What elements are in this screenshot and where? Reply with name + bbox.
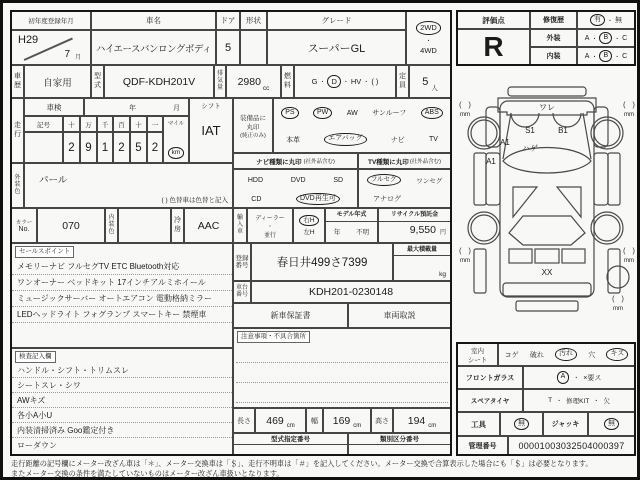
seat-label: 室内 シート <box>457 343 498 366</box>
capacity-label: 定員 <box>396 65 409 98</box>
navi-row-2 <box>234 190 357 208</box>
spare-t: T <box>548 397 553 404</box>
model-year-cell <box>325 208 378 243</box>
first-reg-value <box>11 30 91 65</box>
exterior-grade-label: 外装 <box>530 29 577 47</box>
odo-col-10: 十 <box>130 116 147 132</box>
jack-none-circled: 無 <box>604 418 619 431</box>
equipment-items <box>273 98 451 153</box>
ext-color-value: パール <box>39 175 68 186</box>
notes-line <box>236 362 448 363</box>
warranty-cell: 新車保証書 <box>233 303 348 328</box>
notes-line <box>236 382 448 383</box>
windshield-x: ×要ス <box>583 374 602 382</box>
damage-xx: XX <box>541 268 553 277</box>
inspection-line: ハンドル・シフト・トリムスレ <box>12 363 232 378</box>
repair-history-value: 有 ・ 無 <box>577 11 635 29</box>
grade-header: グレード <box>267 11 406 30</box>
equip-leather: 本革 <box>286 136 301 144</box>
tv-oneseg: ワンセグ <box>416 177 443 185</box>
displacement-label: 排気量 <box>214 65 226 98</box>
fuel-diesel-circled: D <box>327 75 340 88</box>
drive-4wd: 4WD <box>420 45 437 55</box>
door-header: ドア <box>216 11 240 30</box>
spare-repair-kit: 修理KIT <box>566 398 590 405</box>
int-color-value <box>118 208 171 243</box>
navi-type-items <box>233 169 358 208</box>
interior-grade-label: 内装 <box>530 47 577 65</box>
equipment-row-1 <box>274 99 450 127</box>
class-number-cell <box>348 433 451 455</box>
equipment-row-2 <box>274 127 450 152</box>
damage-codes <box>486 103 568 277</box>
max-load-header: 最大積載量 <box>394 244 450 256</box>
repair-history-label: 修復歴 <box>530 11 577 29</box>
shift-cell <box>189 98 233 163</box>
odo-col-10k: 万 <box>80 116 97 132</box>
svg-text:( ): ( ) <box>459 248 471 255</box>
chassis-label: 車台番号 <box>233 281 251 303</box>
recycle-unit: 円 <box>439 230 446 236</box>
equip-sunroof: サンルーフ <box>372 110 407 117</box>
length-label: 長さ <box>233 408 255 433</box>
reg-month: 7 <box>64 49 70 60</box>
inspection-line: シートスレ・シワ <box>12 378 232 393</box>
inspection-line: ローダウン <box>17 441 57 450</box>
svg-text:mm: mm <box>460 258 470 264</box>
tv-type-header: TV種類に丸印 (社外品含む) <box>358 153 451 169</box>
mile-km-cell <box>163 116 189 163</box>
seat-kizu-circled: キズ <box>606 348 628 361</box>
inspection-line: 内装清掃済み Goo鑑定付き <box>12 423 232 438</box>
grade-value: スーパーGL <box>267 30 406 65</box>
reg-no-label: 登録番号 <box>233 243 251 281</box>
type-number-cell <box>233 433 348 455</box>
svg-text:( ): ( ) <box>623 102 635 109</box>
repair-no: 無 <box>615 17 622 24</box>
spare-missing: 欠 <box>603 398 610 405</box>
model-year-header: モデル年式 <box>326 209 377 222</box>
length-value: 469 cm <box>255 408 306 433</box>
exterior-b-circled: B <box>599 32 612 45</box>
displacement-value: 2980 cc <box>226 65 281 98</box>
navi-hdd: HDD <box>247 176 264 184</box>
model-year-unknown: 不明 <box>356 229 370 236</box>
odo-digit-4: 2 <box>113 132 130 163</box>
evaluation-header: 評価点 <box>457 11 530 29</box>
odo-digit-2: 9 <box>80 132 97 163</box>
left-handle: 左H <box>303 229 315 237</box>
damage-diagram <box>453 83 640 341</box>
drive-2wd-circled: 2WD <box>416 21 441 34</box>
spare-tire-value: T ・ 修理KIT ・ 欠 <box>523 389 635 412</box>
type-number-header: 型式指定番号 <box>234 434 347 445</box>
drive-separator: ・ <box>425 38 432 45</box>
height-value: 194 cm <box>393 408 451 433</box>
odo-digit-3: 1 <box>97 132 113 163</box>
fuel-gasoline: G <box>311 77 318 86</box>
equip-pw-circled: PW <box>313 107 332 120</box>
right-handle-circled: 右H <box>299 215 318 227</box>
displacement-unit: cc <box>262 85 270 92</box>
recycle-value-row <box>379 222 450 236</box>
reg-year: H29 <box>18 34 39 46</box>
navi-dvd-play-circled: DVD再生可 <box>296 193 340 206</box>
equip-aw: AW <box>346 109 358 117</box>
odo-col-1: 一 <box>147 116 163 132</box>
inspection-line: AWキズ <box>12 393 232 408</box>
odo-digit-6: 2 <box>147 132 163 163</box>
navi-sd: SD <box>333 176 344 184</box>
int-color-label: 内装色 <box>105 208 118 243</box>
notes-line <box>236 402 448 403</box>
footer-note-2: またメーター交換の条件を満たしていないものはメーター改ざん車扱いとなります。 <box>11 469 284 478</box>
tools-value <box>500 412 543 436</box>
tv-row-2 <box>359 190 450 208</box>
ext-color-label: 外装色 <box>11 163 24 208</box>
equip-tv: TV <box>428 136 438 143</box>
odo-col-100: 百 <box>113 116 130 132</box>
repair-yes-circled: 有 <box>590 14 605 27</box>
shaken-label: 車検 <box>24 98 84 116</box>
color-no-label: カラー No. <box>11 208 37 243</box>
odo-col-100k: 十 <box>63 116 80 132</box>
evaluation-score: R <box>457 29 530 65</box>
odo-symbol-header: 記号 <box>24 116 63 132</box>
capacity-unit: 人 <box>431 85 438 92</box>
seat-yabure: 破れ <box>529 351 544 359</box>
equip-navi: ナビ <box>390 136 405 144</box>
spare-tire-label: スペアタイヤ <box>457 389 523 412</box>
fuel-label: 燃料 <box>281 65 294 98</box>
mgmt-no-value: 00001003032504000397 <box>518 440 625 451</box>
recycle-cell <box>378 208 451 243</box>
svg-text:( ): ( ) <box>459 102 471 109</box>
odo-col-1k: 千 <box>97 116 113 132</box>
drive-type-cell <box>406 11 451 65</box>
equip-airbag-circled: エアバッグ <box>324 133 366 146</box>
tools-none-circled: 無 <box>514 418 529 431</box>
damage-a1-door: A1 <box>486 157 496 166</box>
svg-text:mm: mm <box>624 112 634 118</box>
reg-month-unit: 月 <box>74 55 81 61</box>
seat-ana: 穴 <box>588 351 596 359</box>
windshield-a-circled: A <box>557 371 570 384</box>
max-load-unit: kg <box>439 271 446 278</box>
shift-value: IAT <box>201 122 221 138</box>
tv-type-items <box>358 169 451 208</box>
notes-tag: 注意事項・不具合箇所 <box>237 331 310 343</box>
import-dealer-cell: ディーラー ・ 並行 <box>247 208 293 243</box>
fuel-other: ( ) <box>371 77 379 86</box>
windshield-value: A ・ ×要ス <box>523 366 635 389</box>
history-label: 車歴 <box>11 65 24 98</box>
shaken-year-month-cell <box>84 98 189 116</box>
svg-text:( ): ( ) <box>612 296 624 303</box>
notes-cell <box>233 328 451 408</box>
jack-value <box>588 412 635 436</box>
spare-tire <box>607 266 629 288</box>
ext-color-cell <box>24 163 233 208</box>
windshield-label: フロントガラス <box>457 366 523 389</box>
equip-ps-circled: PS <box>281 107 298 120</box>
damage-hage: ハゲ <box>522 144 538 153</box>
damage-a1-fender: A1 <box>500 138 510 147</box>
fuel-value: G ・ D ・ HV ・ ( ) <box>294 65 396 98</box>
tv-fullseg-circled: フルセグ <box>367 174 401 186</box>
month-label: 月 <box>173 105 180 112</box>
door-value: 5 <box>216 30 240 65</box>
navi-cd: CD <box>251 195 262 203</box>
navi-row-1 <box>234 170 357 190</box>
model-code-value: QDF-KDH201V <box>104 65 214 98</box>
tv-analog: アナログ <box>373 196 401 203</box>
damage-b1: B1 <box>558 126 568 135</box>
shift-label: シフト <box>201 103 221 110</box>
wheels <box>468 117 629 288</box>
model-year-value: 年 不明 <box>333 229 370 236</box>
recycle-header: リサイクル預託金 <box>379 209 450 222</box>
interior-b-circled: B <box>599 50 612 63</box>
recycle-value: 9,550 <box>409 224 436 236</box>
ac-value: AAC <box>184 208 233 243</box>
inspection-line: 各小A小U <box>12 408 232 423</box>
exterior-grade-value: A ・ B ・ C <box>577 29 635 47</box>
max-load-cell <box>393 243 451 281</box>
seat-yogore-circled: 汚れ <box>555 348 577 361</box>
sales-points-cell <box>11 243 233 348</box>
damage-ware: ワレ <box>539 103 555 112</box>
chassis-value: KDH201-0230148 <box>251 281 451 303</box>
footer-note-1: 走行距離の記号欄にメーター改ざん車は「＊」、メーター交換車は「＄」、走行不明車は「＃」を記入してください。メーター交換で合算表示した場合にも「＄」は必要となります。 <box>11 459 593 468</box>
mileage-label: 走行 <box>11 98 24 163</box>
sales-line: ミュージックサーバー オートエアコン 電動格納ミラー <box>12 291 232 307</box>
equip-abs-circled: ABS <box>421 107 443 120</box>
navi-dvd: DVD <box>290 176 306 184</box>
equipment-label: 装備品に 丸印 (純正のみ) <box>233 98 273 153</box>
car-name-value: ハイエースバンロングボディ <box>91 30 216 65</box>
sales-points-tag: セールスポイント <box>15 246 74 258</box>
import-dealer: ディーラー <box>255 215 285 222</box>
interior-grade-value: A ・ B ・ C <box>577 47 635 65</box>
odo-symbol-value <box>24 132 63 163</box>
width-label: 幅 <box>306 408 323 433</box>
manual-cell: 車両取説 <box>348 303 451 328</box>
jack-label: ジャッキ <box>543 412 588 436</box>
seat-koge: コゲ <box>504 351 519 359</box>
model-code-label: 型式 <box>91 65 104 98</box>
navi-type-header: ナビ種類に丸印 (社外品含む) <box>233 153 358 169</box>
inspection-notes-tag: 検査記入欄 <box>15 351 56 363</box>
ac-label: 冷房 <box>171 208 184 243</box>
sales-line: LEDヘッドライト フォグランプ スマートキー 禁煙車 <box>12 307 232 323</box>
svg-text:mm: mm <box>613 306 623 312</box>
svg-text:( ): ( ) <box>623 248 635 255</box>
import-label: 輸入車 <box>233 208 247 243</box>
tools-label: 工具 <box>457 412 500 436</box>
ext-color-note: ( ) 色替車は色替と記入 <box>161 197 228 204</box>
width-value: 169 cm <box>323 408 371 433</box>
fuel-hv: HV <box>350 77 362 86</box>
handle-cell <box>293 208 325 243</box>
mile-label: マイル <box>167 121 185 127</box>
odo-digit-1: 2 <box>63 132 80 163</box>
odo-digit-5: 5 <box>130 132 147 163</box>
svg-text:mm: mm <box>460 112 470 118</box>
sales-line: メモリーナビ フルセグTV ETC Bluetooth対応 <box>12 259 232 275</box>
history-value: 自家用 <box>24 65 91 98</box>
shape-header: 形状 <box>240 11 267 30</box>
km-circled: km <box>168 147 185 159</box>
height-label: 高さ <box>371 408 393 433</box>
first-reg-header: 初年度登録年月 <box>11 11 91 30</box>
year-label: 年 <box>129 105 136 112</box>
svg-text:mm: mm <box>624 258 634 264</box>
car-name-header: 車名 <box>91 11 216 30</box>
import-parallel: 並行 <box>263 232 276 239</box>
damage-s1: S1 <box>525 126 535 135</box>
inspection-notes-cell <box>11 348 233 455</box>
tv-row-1 <box>359 170 450 190</box>
van-outline <box>474 87 620 311</box>
sales-line: ワンオーナー ベッドキット 17インチアルミホイール <box>12 275 232 291</box>
capacity-value: 5 人 <box>409 65 451 98</box>
shape-value <box>240 30 267 65</box>
reg-no-value: 春日井499さ7399 <box>251 243 393 281</box>
seat-condition-value <box>498 343 635 366</box>
class-number-header: 類別区分番号 <box>349 434 450 445</box>
mgmt-no-label: 管理番号 <box>457 436 508 455</box>
color-no-value: 070 <box>37 208 105 243</box>
mgmt-no-cell <box>508 436 635 455</box>
